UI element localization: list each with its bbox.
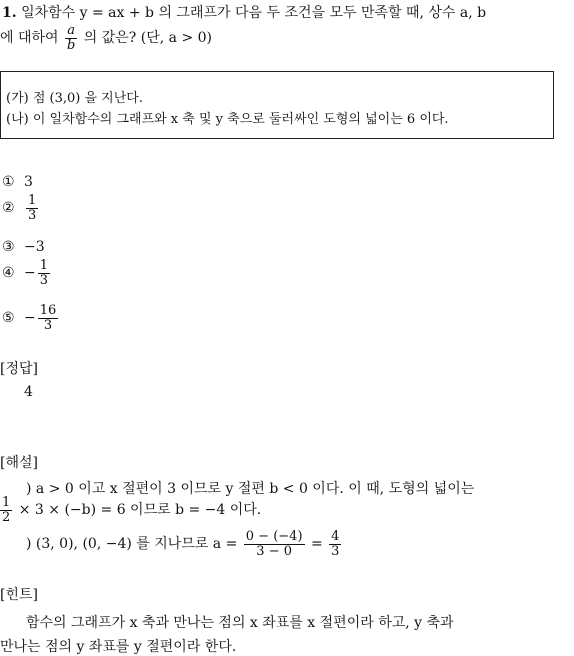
problem-number: 1. (2, 5, 17, 21)
option-4[interactable] (2, 259, 52, 287)
option-mark: ③ (2, 239, 15, 255)
problem-fraction (65, 24, 77, 52)
hint-line-2: 만나는 점의 y 좌표를 y 절편이라 한다. (0, 639, 237, 655)
fraction-numerator: 16 (39, 303, 57, 318)
fraction-numerator: 1 (2, 495, 11, 510)
option-fraction (38, 304, 59, 332)
solution-equals: = (310, 536, 323, 553)
fraction-numerator: a (67, 23, 76, 38)
solution-text-3: ) (3, 0), (0, −4) 를 지나므로 a = (26, 536, 238, 553)
solution-fraction-a (244, 530, 305, 558)
option-mark: ② (2, 200, 15, 217)
answer-heading: [정답] (0, 361, 38, 377)
option-sign: − (24, 310, 36, 327)
fraction-numerator: 1 (28, 193, 37, 208)
option-fraction (26, 194, 38, 222)
option-text: −3 (24, 239, 45, 255)
fraction-denominator: 3 (39, 272, 49, 288)
fraction-denominator: 3 (28, 207, 37, 223)
fraction-numerator: 1 (39, 258, 49, 273)
fraction-denominator: 2 (2, 509, 11, 525)
fraction-denominator: 3 (331, 543, 340, 559)
answer-value: 4 (24, 384, 33, 400)
option-fraction (38, 259, 50, 287)
hint-line-1: 함수의 그래프가 x 축과 만나는 점의 x 좌표를 x 절편이라 하고, y 축과 (26, 615, 454, 631)
solution-line-2 (0, 496, 261, 524)
option-sign: − (24, 265, 36, 282)
solution-text-2: × 3 × (−b) = 6 이므로 b = −4 이다. (18, 502, 262, 519)
solution-heading: [해설] (0, 455, 38, 471)
option-mark: ① (2, 174, 15, 190)
option-1[interactable] (2, 174, 33, 190)
option-3[interactable] (2, 239, 45, 255)
solution-fraction-b (329, 530, 341, 558)
option-text: 3 (24, 174, 33, 190)
problem-text-2b: 의 값은? (단, a > 0) (83, 30, 212, 47)
solution-line-1: ) a > 0 이고 x 절편이 3 이므로 y 절편 b < 0 이다. 이 때, 도형의 넓이는 (26, 481, 475, 497)
fraction-denominator: b (67, 37, 76, 53)
fraction-numerator: 4 (331, 529, 340, 544)
condition-ga: (가) 점 (3,0) 을 지난다. (6, 91, 143, 106)
option-mark: ④ (2, 265, 15, 282)
option-5[interactable] (2, 304, 60, 332)
condition-na: (나) 이 일차함수의 그래프와 x 축 및 y 축으로 둘러싸인 도형의 넓이는 6 이다. (6, 112, 449, 127)
solution-fraction (0, 496, 12, 524)
problem-text-2a: 에 대하여 (0, 30, 59, 47)
fraction-numerator: 0 − (−4) (245, 529, 303, 544)
fraction-denominator: 3 (43, 317, 53, 333)
problem-text-1: 일차함수 y = ax + b 의 그래프가 다음 두 조건을 모두 만족할 때, 상수 a, b (21, 5, 487, 21)
problem-line-2 (0, 24, 212, 52)
option-mark: ⑤ (2, 310, 15, 327)
hint-heading: [힌트] (0, 587, 38, 603)
fraction-denominator: 3 − 0 (256, 543, 292, 559)
solution-line-3 (26, 530, 343, 558)
problem-line-1 (2, 2, 486, 22)
option-2[interactable] (2, 194, 40, 222)
